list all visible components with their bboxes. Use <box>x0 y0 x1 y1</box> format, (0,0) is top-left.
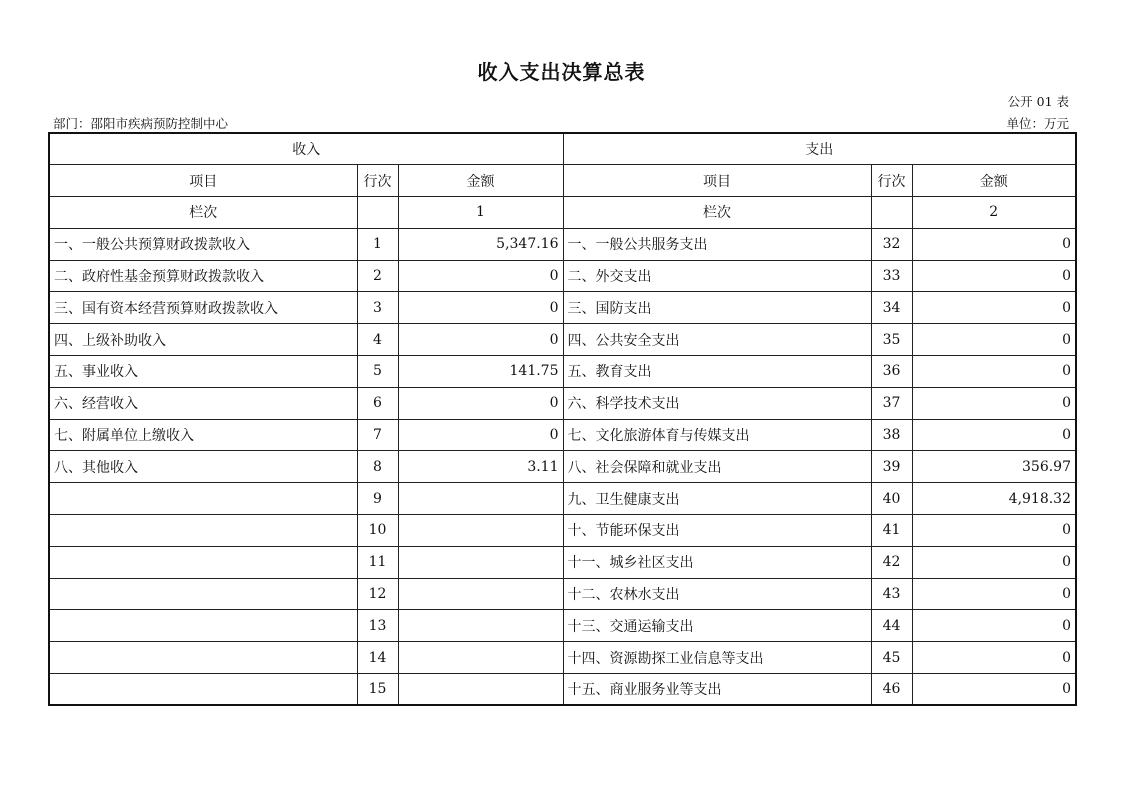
income-item-header: 项目 <box>49 165 357 197</box>
form-number: 公开 01 表 <box>1007 94 1069 109</box>
section-header-row <box>49 133 1076 165</box>
income-amount-cell <box>398 674 563 706</box>
income-line-cell: 13 <box>357 610 398 642</box>
income-amount-cell <box>398 546 563 578</box>
column-number-row <box>49 197 1076 229</box>
unit-label: 单位：万元 <box>1006 116 1069 131</box>
expense-line-cell: 32 <box>871 228 912 260</box>
income-amount-cell <box>398 642 563 674</box>
income-item-cell <box>49 515 357 547</box>
income-amount-cell <box>398 515 563 547</box>
table-row <box>49 515 1076 547</box>
income-expense-table <box>48 132 1077 706</box>
expense-amount-cell: 0 <box>912 356 1076 388</box>
income-item-cell: 五、事业收入 <box>49 356 357 388</box>
expense-amount-cell: 4,918.32 <box>912 483 1076 515</box>
expense-amount-cell: 0 <box>912 674 1076 706</box>
expense-line-cell: 43 <box>871 578 912 610</box>
income-line-cell: 14 <box>357 642 398 674</box>
table-row <box>49 642 1076 674</box>
expense-item-cell: 六、科学技术支出 <box>563 387 871 419</box>
income-amount-cell: 0 <box>398 387 563 419</box>
expense-amount-cell: 0 <box>912 228 1076 260</box>
income-item-cell <box>49 546 357 578</box>
table-row <box>49 546 1076 578</box>
income-line-cell: 10 <box>357 515 398 547</box>
expense-line-cell: 36 <box>871 356 912 388</box>
expense-item-cell: 十、节能环保支出 <box>563 515 871 547</box>
expense-amount-cell: 0 <box>912 610 1076 642</box>
expense-line-cell: 33 <box>871 260 912 292</box>
table-row <box>49 387 1076 419</box>
expense-section-header: 支出 <box>563 133 1076 165</box>
income-item-cell: 八、其他收入 <box>49 451 357 483</box>
income-item-cell <box>49 674 357 706</box>
income-item-cell <box>49 578 357 610</box>
expense-line-cell: 37 <box>871 387 912 419</box>
income-amount-cell: 0 <box>398 260 563 292</box>
expense-line-blank <box>871 197 912 229</box>
expense-item-cell: 七、文化旅游体育与传媒支出 <box>563 419 871 451</box>
income-column-label: 栏次 <box>49 197 357 229</box>
income-item-cell <box>49 610 357 642</box>
expense-item-cell: 八、社会保障和就业支出 <box>563 451 871 483</box>
income-amount-cell: 0 <box>398 292 563 324</box>
income-line-cell: 6 <box>357 387 398 419</box>
income-amount-cell <box>398 610 563 642</box>
income-amount-header: 金额 <box>398 165 563 197</box>
income-line-cell: 3 <box>357 292 398 324</box>
expense-item-cell: 十二、农林水支出 <box>563 578 871 610</box>
income-line-cell: 5 <box>357 356 398 388</box>
expense-amount-cell: 0 <box>912 578 1076 610</box>
income-item-cell <box>49 483 357 515</box>
expense-line-cell: 39 <box>871 451 912 483</box>
expense-amount-cell: 0 <box>912 515 1076 547</box>
expense-amount-cell: 0 <box>912 260 1076 292</box>
table-row <box>49 260 1076 292</box>
expense-line-header: 行次 <box>871 165 912 197</box>
income-item-cell <box>49 642 357 674</box>
table-row <box>49 228 1076 260</box>
expense-item-cell: 三、国防支出 <box>563 292 871 324</box>
expense-item-cell: 一、一般公共服务支出 <box>563 228 871 260</box>
income-line-cell: 9 <box>357 483 398 515</box>
income-amount-cell <box>398 578 563 610</box>
expense-amount-cell: 0 <box>912 546 1076 578</box>
income-amount-cell: 0 <box>398 419 563 451</box>
expense-amount-cell: 0 <box>912 419 1076 451</box>
income-item-cell: 三、国有资本经营预算财政拨款收入 <box>49 292 357 324</box>
income-item-cell: 七、附属单位上缴收入 <box>49 419 357 451</box>
expense-column-number: 2 <box>912 197 1076 229</box>
income-line-blank <box>357 197 398 229</box>
income-line-cell: 12 <box>357 578 398 610</box>
income-item-cell: 四、上级补助收入 <box>49 324 357 356</box>
table-row <box>49 610 1076 642</box>
table-row <box>49 356 1076 388</box>
table-row <box>49 451 1076 483</box>
expense-line-cell: 40 <box>871 483 912 515</box>
income-amount-cell: 3.11 <box>398 451 563 483</box>
expense-item-cell: 二、外交支出 <box>563 260 871 292</box>
expense-item-cell: 十四、资源勘探工业信息等支出 <box>563 642 871 674</box>
table-row <box>49 483 1076 515</box>
income-column-number: 1 <box>398 197 563 229</box>
expense-amount-cell: 356.97 <box>912 451 1076 483</box>
income-line-cell: 2 <box>357 260 398 292</box>
department-label: 部门：邵阳市疾病预防控制中心 <box>53 116 229 131</box>
expense-item-cell: 十三、交通运输支出 <box>563 610 871 642</box>
table-row <box>49 674 1076 706</box>
expense-line-cell: 44 <box>871 610 912 642</box>
income-line-cell: 11 <box>357 546 398 578</box>
expense-amount-cell: 0 <box>912 292 1076 324</box>
expense-amount-header: 金额 <box>912 165 1076 197</box>
column-header-row <box>49 165 1076 197</box>
income-amount-cell: 5,347.16 <box>398 228 563 260</box>
page-title: 收入支出决算总表 <box>477 60 646 84</box>
expense-item-cell: 十五、商业服务业等支出 <box>563 674 871 706</box>
expense-item-cell: 五、教育支出 <box>563 356 871 388</box>
expense-item-cell: 四、公共安全支出 <box>563 324 871 356</box>
expense-line-cell: 41 <box>871 515 912 547</box>
expense-line-cell: 38 <box>871 419 912 451</box>
expense-item-header: 项目 <box>563 165 871 197</box>
expense-line-cell: 42 <box>871 546 912 578</box>
table-row <box>49 292 1076 324</box>
income-line-cell: 15 <box>357 674 398 706</box>
table-row <box>49 419 1076 451</box>
income-section-header: 收入 <box>49 133 563 165</box>
expense-line-cell: 45 <box>871 642 912 674</box>
expense-amount-cell: 0 <box>912 387 1076 419</box>
expense-line-cell: 46 <box>871 674 912 706</box>
income-amount-cell: 0 <box>398 324 563 356</box>
income-line-cell: 4 <box>357 324 398 356</box>
income-amount-cell: 141.75 <box>398 356 563 388</box>
expense-amount-cell: 0 <box>912 324 1076 356</box>
income-line-header: 行次 <box>357 165 398 197</box>
income-item-cell: 六、经营收入 <box>49 387 357 419</box>
table-row <box>49 578 1076 610</box>
expense-column-label: 栏次 <box>563 197 871 229</box>
expense-amount-cell: 0 <box>912 642 1076 674</box>
expense-item-cell: 九、卫生健康支出 <box>563 483 871 515</box>
income-line-cell: 1 <box>357 228 398 260</box>
table-row <box>49 324 1076 356</box>
income-line-cell: 8 <box>357 451 398 483</box>
expense-item-cell: 十一、城乡社区支出 <box>563 546 871 578</box>
expense-line-cell: 34 <box>871 292 912 324</box>
income-line-cell: 7 <box>357 419 398 451</box>
expense-line-cell: 35 <box>871 324 912 356</box>
income-amount-cell <box>398 483 563 515</box>
income-item-cell: 一、一般公共预算财政拨款收入 <box>49 228 357 260</box>
income-item-cell: 二、政府性基金预算财政拨款收入 <box>49 260 357 292</box>
